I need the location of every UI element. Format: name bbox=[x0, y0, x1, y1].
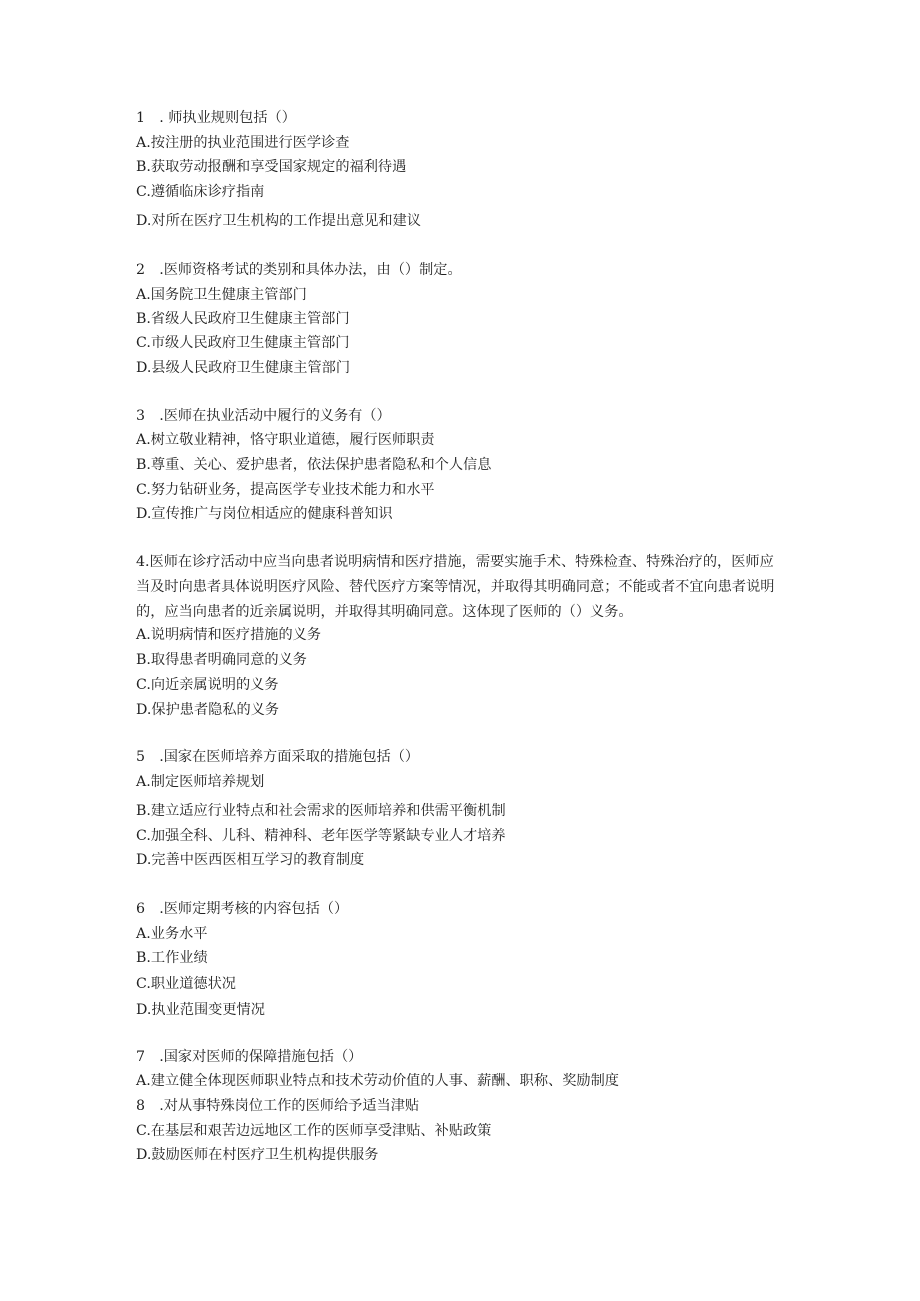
question-1-stem: 1 . 师执业规则包括（） bbox=[136, 110, 296, 126]
question-1-option-c: C.遵循临床诊疗指南 bbox=[136, 184, 265, 200]
question-4-option-a: A.说明病情和医疗措施的义务 bbox=[136, 627, 322, 643]
question-5-option-a: A.制定医师培养规划 bbox=[136, 774, 265, 790]
question-5-stem: 5 .国家在医师培养方面采取的措施包括（） bbox=[136, 749, 420, 765]
question-4-option-c: C.向近亲属说明的义务 bbox=[136, 677, 279, 693]
question-4-stem: 4.医师在诊疗活动中应当向患者说明病情和医疗措施，需要实施手术、特殊检查、特殊治疗的，医师应当及时向患者具体说明医疗风险、替代医疗方案等情况，并取得其明确同意；不能或者不宜向患者说明的，应当向患者的近亲属说明，并取得其明确同意。这体现了医师的（）义务。 bbox=[136, 554, 775, 620]
question-7-option-c: C.在基层和艰苦边远地区工作的医师享受津贴、补贴政策 bbox=[136, 1123, 492, 1139]
question-6-option-b: B.工作业绩 bbox=[136, 950, 208, 966]
question-3-option-d: D.宣传推广与岗位相适应的健康科普知识 bbox=[136, 506, 393, 522]
question-7-option-a: A.建立健全体现医师职业特点和技术劳动价值的人事、薪酬、职称、奖励制度 bbox=[136, 1073, 619, 1089]
question-1-option-a: A.按注册的执业范围进行医学诊查 bbox=[136, 135, 350, 151]
question-3-stem: 3 .医师在执业活动中履行的义务有（） bbox=[136, 408, 391, 424]
question-6-option-a: A.业务水平 bbox=[136, 926, 208, 942]
question-2-option-b: B.省级人民政府卫生健康主管部门 bbox=[136, 311, 350, 327]
question-3-option-b: B.尊重、关心、爱护患者，依法保护患者隐私和个人信息 bbox=[136, 457, 492, 473]
question-5-option-b: B.建立适应行业特点和社会需求的医师培养和供需平衡机制 bbox=[136, 803, 506, 819]
question-5-option-c: C.加强全科、儿科、精神科、老年医学等紧缺专业人才培养 bbox=[136, 828, 506, 844]
question-2-stem: 2 .医师资格考试的类别和具体办法，由（）制定。 bbox=[136, 262, 462, 278]
question-1-option-d: D.对所在医疗卫生机构的工作提出意见和建议 bbox=[136, 213, 421, 229]
question-7-option-b: 8 .对从事特殊岗位工作的医师给予适当津贴 bbox=[136, 1098, 420, 1114]
question-2-option-d: D.县级人民政府卫生健康主管部门 bbox=[136, 360, 351, 376]
question-1-option-b: B.获取劳动报酬和享受国家规定的福利待遇 bbox=[136, 159, 407, 175]
question-6-stem: 6 .医师定期考核的内容包括（） bbox=[136, 901, 349, 917]
question-6-option-d: D.执业范围变更情况 bbox=[136, 1002, 265, 1018]
question-7-stem: 7 .国家对医师的保障措施包括（） bbox=[136, 1049, 363, 1065]
question-5-option-d: D.完善中医西医相互学习的教育制度 bbox=[136, 852, 365, 868]
question-3-option-c: C.努力钻研业务，提高医学专业技术能力和水平 bbox=[136, 482, 435, 498]
question-4-option-d: D.保护患者隐私的义务 bbox=[136, 702, 280, 718]
question-4-option-b: B.取得患者明确同意的义务 bbox=[136, 652, 307, 668]
question-7-option-d: D.鼓励医师在村医疗卫生机构提供服务 bbox=[136, 1147, 379, 1163]
question-6-option-c: C.职业道德状况 bbox=[136, 976, 236, 992]
question-2-option-a: A.国务院卫生健康主管部门 bbox=[136, 287, 307, 303]
question-2-option-c: C.市级人民政府卫生健康主管部门 bbox=[136, 335, 350, 351]
question-3-option-a: A.树立敬业精神，恪守职业道德，履行医师职责 bbox=[136, 432, 435, 448]
